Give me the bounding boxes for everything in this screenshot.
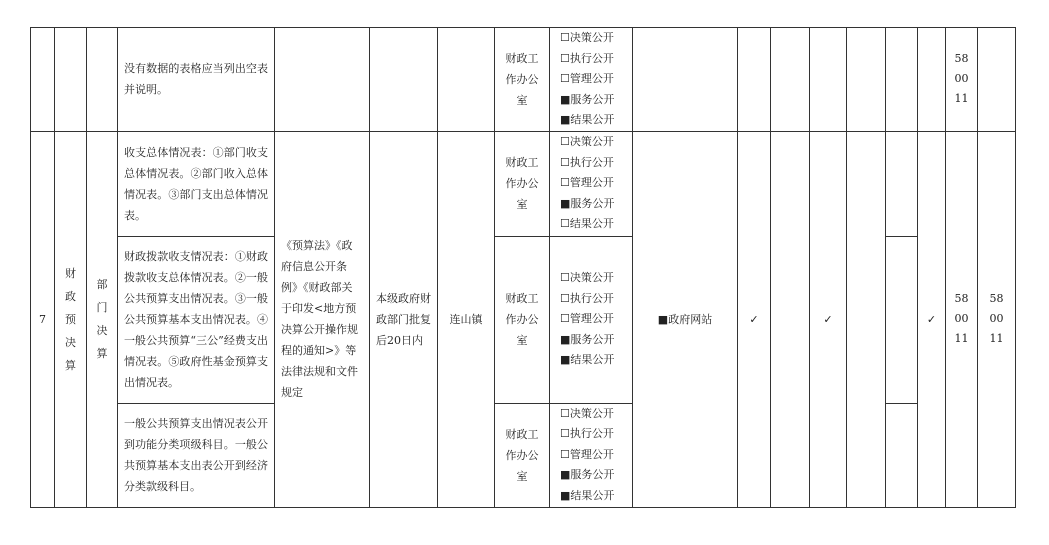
cell-empty bbox=[886, 403, 918, 507]
option-decision bbox=[560, 28, 632, 49]
option-label: 结果公开 bbox=[570, 353, 615, 367]
option-management bbox=[560, 445, 632, 466]
option-management bbox=[560, 69, 632, 90]
catalog-code bbox=[946, 131, 978, 507]
cell-empty bbox=[31, 28, 55, 132]
option-label: 决策公开 bbox=[569, 31, 614, 44]
option-label: 管理公开 bbox=[569, 176, 614, 190]
cell-empty bbox=[738, 28, 771, 132]
option-label: 决策公开 bbox=[569, 406, 614, 420]
disclosure-table bbox=[30, 27, 1016, 508]
option-decision bbox=[560, 268, 632, 289]
option-label: 执行公开 bbox=[569, 155, 614, 169]
time-limit: 本级政府财政部门批复后20日内 bbox=[370, 131, 438, 507]
channel: ■政府网站 bbox=[633, 131, 738, 507]
cell-empty bbox=[918, 28, 946, 132]
cell-empty bbox=[886, 131, 918, 236]
checkbox-mark: ☐ bbox=[560, 155, 570, 169]
checkbox-mark: ■ bbox=[560, 332, 571, 346]
option-execution bbox=[560, 153, 632, 174]
checkbox-mark: ■ bbox=[560, 196, 571, 210]
option-label: 结果公开 bbox=[569, 217, 614, 231]
responsible-dept bbox=[495, 28, 550, 132]
checkbox-mark: ■ bbox=[560, 92, 571, 106]
disclosure-type-options bbox=[550, 28, 633, 132]
cell-empty bbox=[771, 28, 810, 132]
option-label: 结果公开 bbox=[570, 113, 615, 126]
checkbox-mark: ☐ bbox=[560, 406, 570, 420]
disclosure-type-options bbox=[550, 236, 633, 403]
category-cell bbox=[55, 131, 87, 507]
option-label: 服务公开 bbox=[570, 332, 615, 346]
item-description: 收支总体情况表：①部门收支总体情况表。②部门收入总体情况表。③部门支出总体情况表。 bbox=[118, 131, 275, 236]
responsible-dept bbox=[495, 403, 550, 507]
checkbox-mark: ■ bbox=[560, 468, 571, 482]
option-result bbox=[560, 486, 632, 507]
option-label: 服务公开 bbox=[570, 196, 615, 210]
option-label: 管理公开 bbox=[569, 312, 614, 326]
option-decision bbox=[560, 132, 632, 153]
option-result bbox=[560, 110, 632, 131]
legal-basis: 《预算法》《政府信息公开条例》《财政部关于印发<地方预决算公开操作规程的通知>》等法律法规和文件规定 bbox=[275, 131, 370, 507]
option-label: 结果公开 bbox=[570, 488, 615, 502]
checkbox-mark: ■ bbox=[560, 353, 571, 367]
option-label: 服务公开 bbox=[570, 92, 615, 106]
responsible-dept-text: 财政工作办公室 bbox=[505, 156, 539, 211]
responsible-dept-text: 财政工作办公室 bbox=[505, 292, 539, 347]
responsible-dept bbox=[495, 236, 550, 403]
item-description: 一般公共预算支出情况表公开到功能分类项级科目。一般公共预算基本支出表公开到经济分类款级科目。 bbox=[118, 403, 275, 507]
item-description: 没有数据的表格应当列出空表并说明。 bbox=[118, 28, 275, 132]
cell-empty bbox=[810, 28, 847, 132]
cell-empty bbox=[771, 131, 810, 507]
option-decision bbox=[560, 404, 632, 425]
checkbox-mark: ☐ bbox=[560, 447, 570, 461]
category-text: 财政预决算 bbox=[65, 266, 76, 372]
catalog-code-text: 580011 bbox=[954, 52, 969, 106]
row-index: 7 bbox=[31, 131, 55, 507]
checkbox-mark: ■ bbox=[560, 113, 571, 126]
cell-empty bbox=[633, 28, 738, 132]
checkbox-mark: ☐ bbox=[560, 135, 570, 149]
check-mark-3: ✓ bbox=[918, 131, 946, 507]
disclosure-type-options bbox=[550, 131, 633, 236]
option-execution bbox=[560, 424, 632, 445]
option-label: 决策公开 bbox=[569, 271, 614, 285]
option-label: 执行公开 bbox=[569, 291, 614, 305]
table-row bbox=[31, 28, 1016, 132]
checkbox-mark: ■ bbox=[560, 488, 571, 502]
option-label: 决策公开 bbox=[569, 135, 614, 149]
catalog-code-text: 580011 bbox=[954, 292, 969, 345]
checkbox-mark: ☐ bbox=[560, 217, 570, 231]
cell-empty bbox=[55, 28, 87, 132]
catalog-code bbox=[978, 131, 1016, 507]
option-label: 执行公开 bbox=[569, 427, 614, 441]
option-label: 服务公开 bbox=[570, 468, 615, 482]
catalog-code bbox=[946, 28, 978, 132]
check-mark-1: ✓ bbox=[738, 131, 771, 507]
subcategory-cell bbox=[87, 131, 118, 507]
checkbox-mark: ☐ bbox=[560, 312, 570, 326]
option-service bbox=[560, 90, 632, 111]
responsible-dept-text: 财政工作办公室 bbox=[505, 427, 539, 483]
town: 连山镇 bbox=[438, 131, 495, 507]
option-service bbox=[560, 194, 632, 215]
option-execution bbox=[560, 289, 632, 310]
cell-empty bbox=[87, 28, 118, 132]
option-management bbox=[560, 173, 632, 194]
cell-empty bbox=[886, 236, 918, 403]
option-service bbox=[560, 330, 632, 351]
cell-empty bbox=[847, 28, 886, 132]
option-management bbox=[560, 309, 632, 330]
cell-empty bbox=[275, 28, 370, 132]
catalog-code-text: 580011 bbox=[989, 292, 1004, 345]
checkbox-mark: ☐ bbox=[560, 31, 570, 44]
option-execution bbox=[560, 49, 632, 70]
checkbox-mark: ☐ bbox=[560, 51, 570, 65]
disclosure-type-options bbox=[550, 403, 633, 507]
checkbox-mark: ☐ bbox=[560, 291, 570, 305]
option-label: 执行公开 bbox=[569, 51, 614, 65]
item-description: 财政拨款收支情况表：①财政拨款收支总体情况表。②一般公共预算支出情况表。③一般公共预算基本支出情况表。④一般公共预算“三公”经费支出情况表。⑤政府性基金预算支出情况表。 bbox=[118, 236, 275, 403]
checkbox-mark: ☐ bbox=[560, 176, 570, 190]
cell-empty bbox=[438, 28, 495, 132]
checkbox-mark: ☐ bbox=[560, 271, 570, 285]
checkbox-mark: ☐ bbox=[560, 72, 570, 85]
option-label: 管理公开 bbox=[569, 447, 614, 461]
cell-empty bbox=[978, 28, 1016, 132]
option-result bbox=[560, 214, 632, 235]
option-result bbox=[560, 350, 632, 371]
responsible-dept-text: 财政工作办公室 bbox=[505, 51, 539, 107]
check-mark-2: ✓ bbox=[810, 131, 847, 507]
option-label: 管理公开 bbox=[569, 72, 614, 85]
cell-empty bbox=[847, 131, 886, 507]
subcategory-text: 部门决算 bbox=[96, 278, 108, 360]
responsible-dept bbox=[495, 131, 550, 236]
option-service bbox=[560, 465, 632, 486]
cell-empty bbox=[370, 28, 438, 132]
table-row bbox=[31, 131, 1016, 236]
cell-empty bbox=[886, 28, 918, 132]
checkbox-mark: ☐ bbox=[560, 427, 570, 441]
